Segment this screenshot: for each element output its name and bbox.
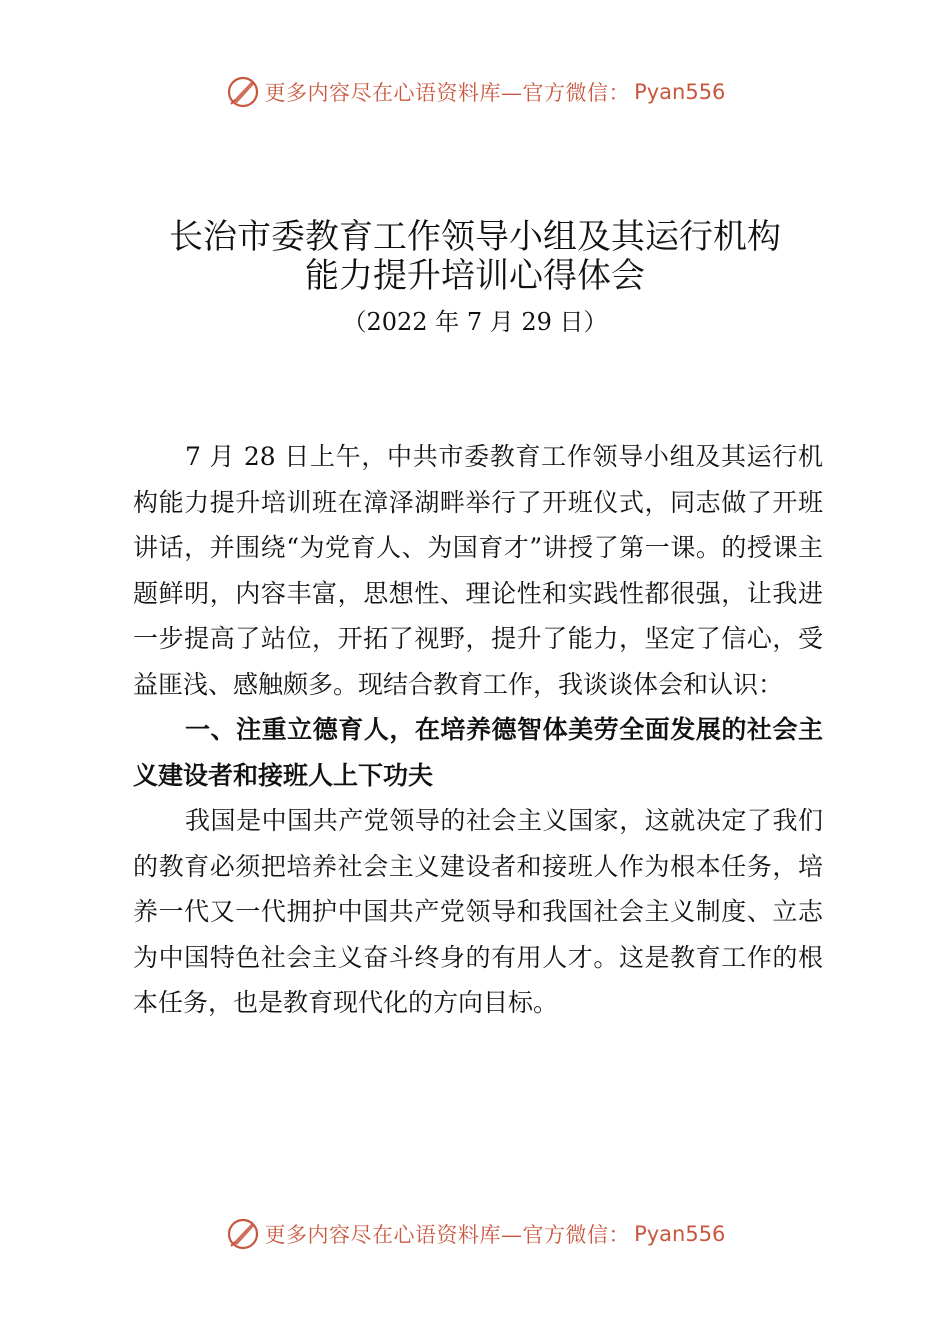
document-body: [133, 434, 823, 1026]
quill-pen-logo-icon: [225, 1216, 261, 1252]
watermark-wechat-id: Pyan556: [634, 1222, 726, 1246]
quill-pen-logo-icon: [225, 74, 261, 110]
header-watermark: [0, 72, 950, 112]
document-title-line-1: 长治市委教育工作领导小组及其运行机构: [169, 217, 781, 257]
section-heading-1: 一、注重立德育人，在培养德智体美劳全面发展的社会主义建设者和接班人上下功夫: [133, 715, 823, 790]
document-date: （2022 年 7 月 29 日）: [342, 308, 608, 336]
body-paragraph-2: 我国是中国共产党领导的社会主义国家，这就决定了我们的教育必须把培养社会主义建设者和接班人作为根本任务，培养一代又一代拥护中国共产党领导和我国社会主义制度、立志为中国特色社会主义奋斗终身的有用人才。这是教育工作的根本任务，也是教育现代化的方向目标。: [133, 806, 823, 1017]
body-paragraph-1: 7 月 28 日上午，中共市委教育工作领导小组及其运行机构能力提升培训班在漳泽湖畔举行了开班仪式，同志做了开班讲话，并围绕“为党育人、为国育才”讲授了第一课。的授课主题鲜明，内容丰富，思想性、理论性和实践性都很强，让我进一步提高了站位，开拓了视野，提升了能力，坚定了信心，受益匪浅、感触颇多。现结合教育工作，我谈谈体会和认识：: [133, 442, 823, 699]
watermark-wechat-id: Pyan556: [634, 80, 726, 104]
watermark-text: 更多内容尽在心语资料库—官方微信：: [264, 81, 631, 105]
document-title-block: [0, 218, 950, 342]
watermark-text: 更多内容尽在心语资料库—官方微信：: [264, 1223, 631, 1247]
footer-watermark: [0, 1214, 950, 1254]
document-title-line-2: 能力提升培训心得体会: [305, 256, 645, 296]
